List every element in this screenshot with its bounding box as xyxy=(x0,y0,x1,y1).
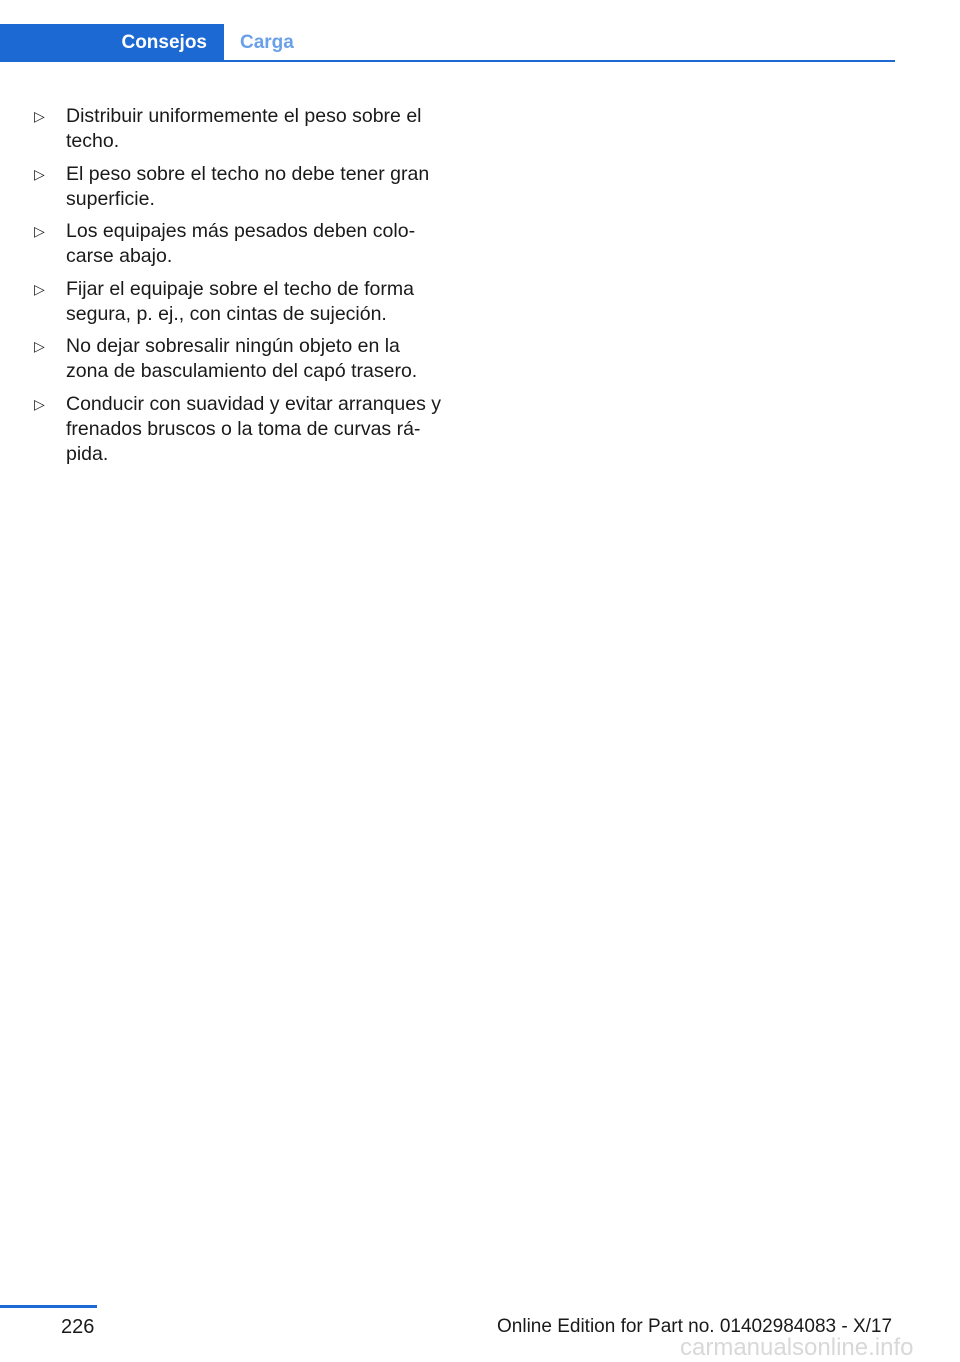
list-item-line: segura, p. ej., con cintas de sujeción. xyxy=(66,302,387,325)
triangle-bullet-icon: ▷ xyxy=(34,395,45,412)
watermark: carmanualsonline.info xyxy=(680,1334,914,1361)
list-item-line: carse abajo. xyxy=(66,245,173,267)
section-tab-consejos[interactable] xyxy=(0,24,224,62)
list-item xyxy=(0,162,460,212)
page-header xyxy=(0,24,895,62)
list-item-line: Distribuir uniformemente el peso sobre el xyxy=(66,105,422,127)
section-tab-label: Consejos xyxy=(121,32,207,53)
triangle-bullet-icon: ▷ xyxy=(34,280,45,297)
footer-rule xyxy=(0,1305,97,1308)
list-item xyxy=(0,334,460,384)
list-item xyxy=(0,104,460,154)
list-item-line: No dejar sobresalir ningún objeto en la xyxy=(66,335,400,357)
list-item-line: frenados bruscos o la toma de curvas rá‐ xyxy=(66,417,421,440)
triangle-bullet-icon: ▷ xyxy=(34,223,45,239)
section-tab-carga[interactable]: Carga xyxy=(240,32,294,53)
list-item-line: zona de basculamiento del capó trasero. xyxy=(66,360,418,382)
list-item-line: Fijar el equipaje sobre el techo de forma xyxy=(66,277,414,300)
list-item-line: techo. xyxy=(66,130,120,152)
list-item-line: El peso sobre el techo no debe tener gran xyxy=(66,162,430,185)
page-number: 226 xyxy=(61,1316,95,1338)
list-item-line: superficie. xyxy=(66,187,155,210)
list-item-line: Conducir con suavidad y evitar arranques y xyxy=(66,392,442,415)
list-item xyxy=(0,219,460,269)
list-item xyxy=(0,392,460,467)
list-item xyxy=(0,277,460,327)
edition-note: Online Edition for Part no. 01402984083 - X/17 xyxy=(497,1316,893,1337)
triangle-bullet-icon: ▷ xyxy=(34,338,45,354)
bullet-list xyxy=(0,104,460,474)
triangle-bullet-icon: ▷ xyxy=(34,165,45,182)
triangle-bullet-icon: ▷ xyxy=(34,108,45,124)
list-item-line: Los equipajes más pesados deben colo‐ xyxy=(66,220,416,242)
list-item-line: pida. xyxy=(66,442,109,465)
